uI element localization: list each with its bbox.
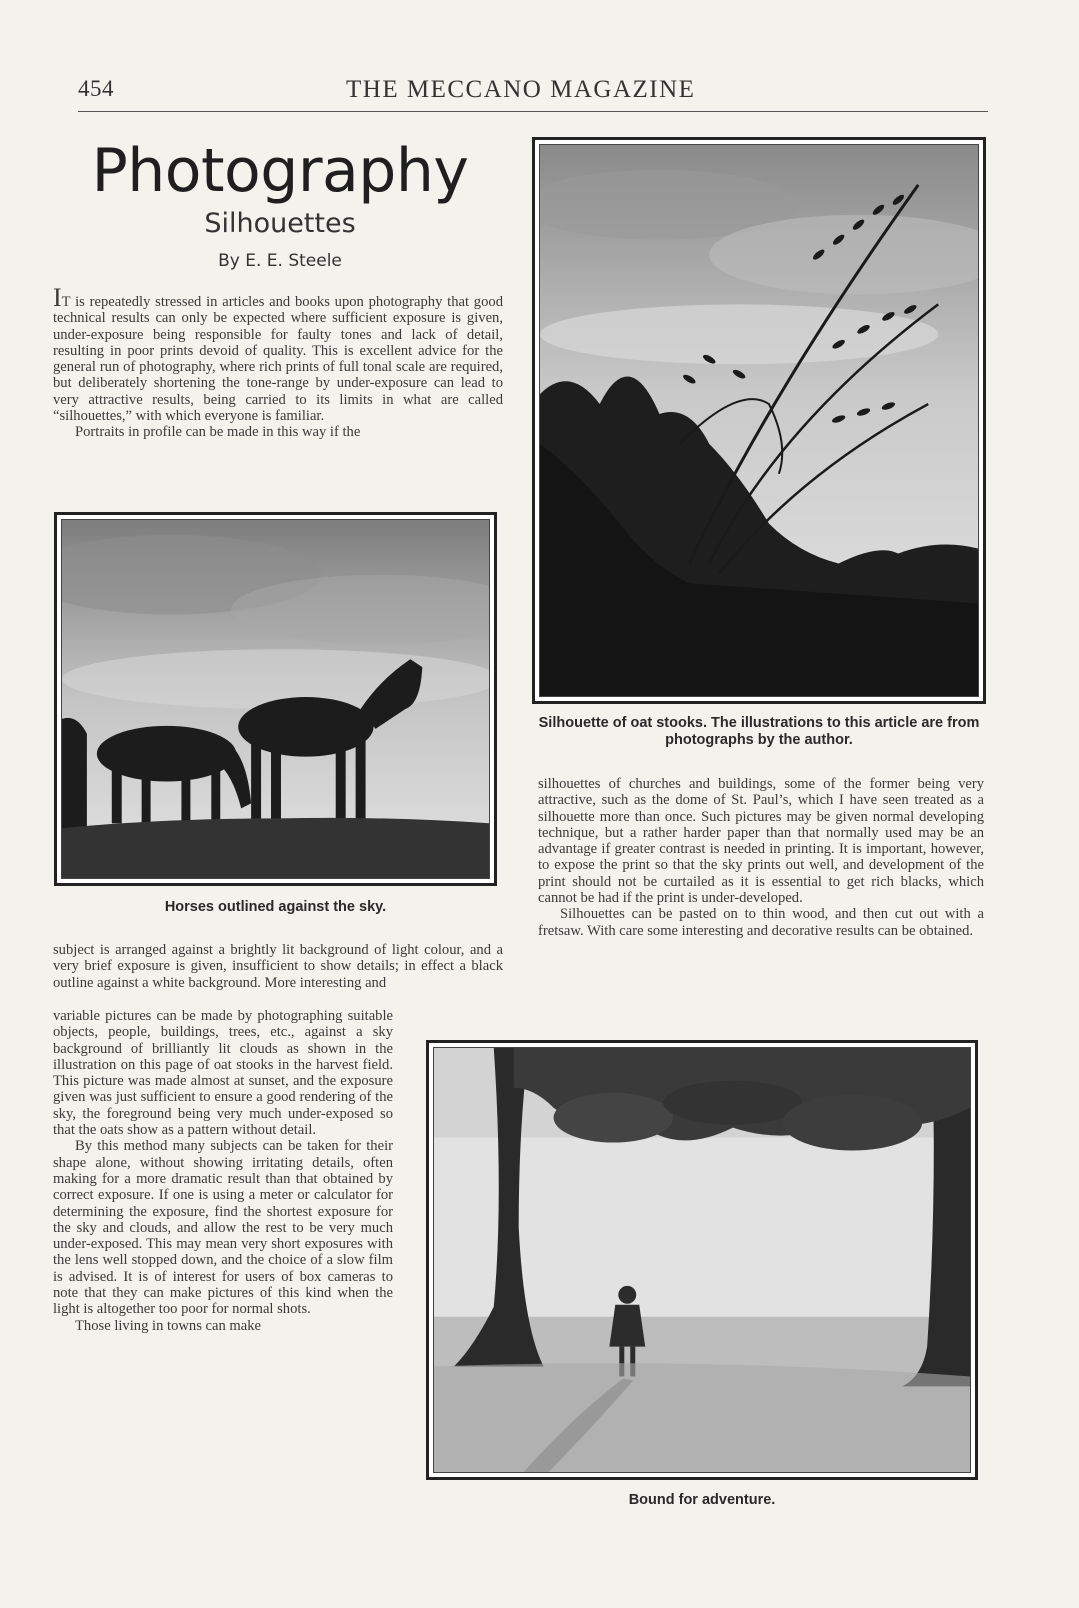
drop-cap: I xyxy=(53,283,62,312)
oat-stooks-caption: Silhouette of oat stooks. The illustrations to this article are from photographs by the author. xyxy=(538,715,980,748)
article-subtitle: Silhouettes xyxy=(204,208,356,239)
paragraph-4-start: Those living in towns can make xyxy=(75,1317,262,1334)
paragraph-2-start: Portraits in profile can be made in this way if the xyxy=(75,424,361,441)
paragraph-2-cont-b: variable pictures can be made by photographing suitable objects, people, buildings, trees, etc., against a sky background of brilliantly lit clouds as shown in the illustration on this page of oat stooks in the harvest field. This picture was made almost at sunset, and the exposure given was just sufficient to ensure a good rendering of the sky, the foreground being very much under-exposed so that the oats show as a pattern without detail. xyxy=(53,1008,393,1139)
horses-photo xyxy=(54,512,497,886)
adventure-image xyxy=(433,1047,971,1473)
adventure-caption: Bound for adventure. xyxy=(628,1492,776,1508)
right-paragraph-1: silhouettes of churches and buildings, some of the former being very attractive, such as the dome of St. Paul’s, which I have seen treated as a silhouette more than once. Such pictures may be given normal developing technique, but a rather harder paper than that normally used may be an advantage if greater contrast is needed in printing. It is important, however, to expose the print so that the sky prints out well, and development of the print should not be curtailed as it is essential to get rich blacks, which cannot be had if the print is under-developed. xyxy=(538,776,984,907)
header-divider xyxy=(78,111,988,112)
paragraph-3: By this method many subjects can be taken for their shape alone, without showing irritating details, often making for a more dramatic result than that obtained by correct exposure. If one is using a meter or calculator for determining the exposure, find the shortest exposure for the sky and clouds, and allow the rest to be very much under-exposed. This may mean very short exposures with the lens well stopped down, and the choice of a slow film is advised. It is of interest for users of box cameras to note that they can make pictures of this kind when the light is altogether too poor for normal shots. xyxy=(53,1138,393,1318)
page-number: 454 xyxy=(78,76,114,101)
adventure-photo xyxy=(426,1040,978,1480)
magazine-title: THE MECCANO MAGAZINE xyxy=(346,76,696,103)
right-paragraph-2: Silhouettes can be pasted on to thin wood, and then cut out with a fretsaw. With care some interesting and decorative results can be obtained. xyxy=(538,906,984,939)
article-title: Photography xyxy=(91,136,469,206)
article-byline: By E. E. Steele xyxy=(218,251,342,271)
intro-text xyxy=(53,283,503,441)
narrow-column xyxy=(53,1008,393,1334)
horses-caption: Horses outlined against the sky. xyxy=(164,899,387,915)
paragraph-2-cont-a: subject is arranged against a brightly lit background of light colour, and a very brief exposure is given, insufficient to show details; in effect a black outline against a white background. More interesting and xyxy=(53,942,503,991)
oat-stooks-image xyxy=(539,144,979,697)
paragraph-1: T is repeatedly stressed in articles and books upon photography that good technical results can only be expected where sufficient exposure is given, under-exposure being responsible for faulty tones and lack of detail, resulting in poor prints devoid of quality. This is excellent advice for the general run of photography, where rich prints of full tonal scale are required, but deliberately shortening the tone-range by under-exposure can lead to very attractive results, being carried to its limits in what are called “silhouettes,” with which everyone is familiar. xyxy=(53,294,503,425)
horses-image xyxy=(61,519,490,879)
right-column-text xyxy=(538,776,984,939)
oat-stooks-photo xyxy=(532,137,986,704)
